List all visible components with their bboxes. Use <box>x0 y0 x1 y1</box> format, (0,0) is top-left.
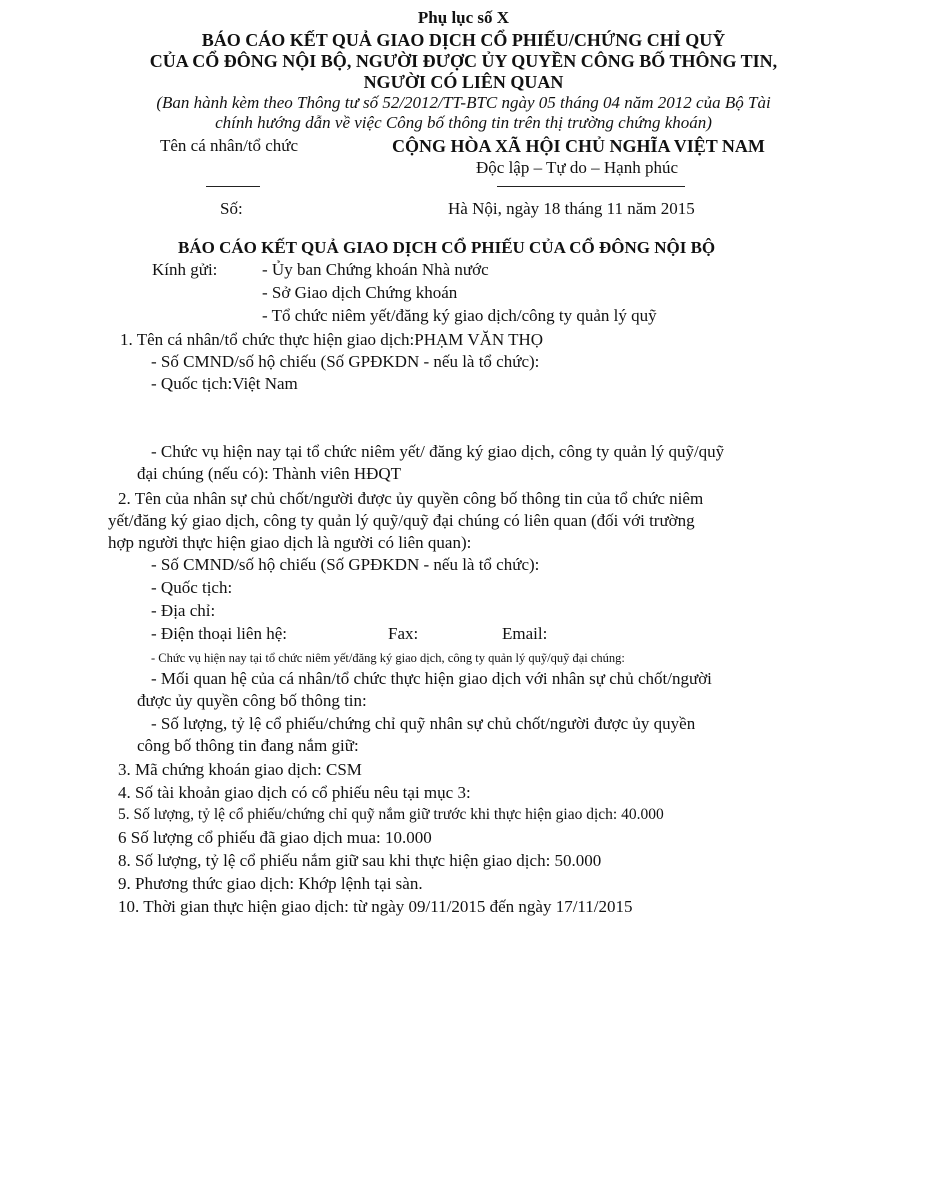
republic-name: CỘNG HÒA XÃ HỘI CHỦ NGHĨA VIỆT NAM <box>392 136 765 156</box>
document-date: Hà Nội, ngày 18 tháng 11 năm 2015 <box>448 199 695 218</box>
item-2-email-label: Email: <box>502 624 548 643</box>
title-line-1: BÁO CÁO KẾT QUẢ GIAO DỊCH CỔ PHIẾU/CHỨNG CHỈ QUỸ <box>201 30 726 50</box>
item-9-method: 9. Phương thức giao dịch: Khớp lệnh tại sàn. <box>118 874 423 893</box>
item-1-id-number: - Số CMND/số hộ chiếu (Số GPĐKDN - nếu là tổ chức): <box>151 352 540 371</box>
item-2-id-number: - Số CMND/số hộ chiếu (Số GPĐKDN - nếu là tổ chức): <box>151 555 540 574</box>
republic-motto: Độc lập – Tự do – Hạnh phúc <box>476 158 678 177</box>
title-line-3: NGƯỜI CÓ LIÊN QUAN <box>363 72 564 92</box>
appendix-label: Phụ lục số X <box>417 8 510 27</box>
item-2-line-3: hợp người thực hiện giao dịch là người có liên quan): <box>108 533 472 552</box>
item-1-position-line-2: đại chúng (nếu có): Thành viên HĐQT <box>137 464 402 483</box>
motto-underline <box>497 186 685 187</box>
item-1-position-line-1: - Chức vụ hiện nay tại tổ chức niêm yết/ đăng ký giao dịch, công ty quản lý quỹ/quỹ <box>151 442 725 461</box>
item-1-nationality: - Quốc tịch:Việt Nam <box>151 374 298 393</box>
item-2-fax-label: Fax: <box>388 624 419 643</box>
org-name-label: Tên cá nhân/tổ chức <box>160 136 299 155</box>
item-2-line-2: yết/đăng ký giao dịch, công ty quản lý quỹ/quỹ đại chúng có liên quan (đối với trường <box>108 511 695 530</box>
recipient-item: - Ủy ban Chứng khoán Nhà nước <box>262 260 489 279</box>
item-4-account: 4. Số tài khoản giao dịch có cổ phiếu nêu tại mục 3: <box>118 783 471 802</box>
document-number-label: Số: <box>220 199 243 218</box>
item-3-ticker: 3. Mã chứng khoán giao dịch: CSM <box>118 760 362 779</box>
recipients-label: Kính gửi: <box>152 260 218 279</box>
report-title: BÁO CÁO KẾT QUẢ GIAO DỊCH CỔ PHIẾU CỦA CỔ ĐÔNG NỘI BỘ <box>178 238 716 257</box>
item-2-position: - Chức vụ hiện nay tại tổ chức niêm yết/đăng ký giao dịch, công ty quản lý quỹ/quỹ đại chúng: <box>151 651 625 665</box>
recipient-item: - Tổ chức niêm yết/đăng ký giao dịch/công ty quản lý quỹ <box>262 306 657 325</box>
recipient-item: - Sở Giao dịch Chứng khoán <box>262 283 458 302</box>
item-6-shares-bought: 6 Số lượng cổ phiếu đã giao dịch mua: 10.000 <box>118 828 432 847</box>
item-10-period: 10. Thời gian thực hiện giao dịch: từ ngày 09/11/2015 đến ngày 17/11/2015 <box>118 897 633 916</box>
item-2-relation-line-1: - Mối quan hệ của cá nhân/tổ chức thực hiện giao dịch với nhân sự chủ chốt/người <box>151 669 712 688</box>
item-2-holdings-line-2: công bố thông tin đang nắm giữ: <box>137 736 359 755</box>
title-line-2: CỦA CỔ ĐÔNG NỘI BỘ, NGƯỜI ĐƯỢC ỦY QUYỀN CÔNG BỐ THÔNG TIN, <box>149 51 778 71</box>
item-2-relation-line-2: được ủy quyền công bố thông tin: <box>137 691 367 710</box>
item-8-holdings-after: 8. Số lượng, tỷ lệ cổ phiếu nắm giữ sau khi thực hiện giao dịch: 50.000 <box>118 851 602 870</box>
item-5-holdings-before: 5. Số lượng, tỷ lệ cổ phiếu/chứng chỉ quỹ nắm giữ trước khi thực hiện giao dịch: 40.000 <box>118 806 664 823</box>
item-2-holdings-line-1: - Số lượng, tỷ lệ cổ phiếu/chứng chỉ quỹ nhân sự chủ chốt/người được ủy quyền <box>151 714 696 733</box>
item-2-phone-label: - Điện thoại liên hệ: <box>151 624 287 643</box>
item-2-nationality: - Quốc tịch: <box>151 578 233 597</box>
item-2-line-1: 2. Tên của nhân sự chủ chốt/người được ủy quyền công bố thông tin của tổ chức niêm <box>118 489 704 508</box>
item-2-address: - Địa chỉ: <box>151 601 216 620</box>
item-1-trader-name: 1. Tên cá nhân/tổ chức thực hiện giao dịch:PHẠM VĂN THỌ <box>120 330 544 349</box>
issued-note-2: chính hướng dẫn về việc Công bố thông tin trên thị trường chứng khoán) <box>215 113 712 132</box>
issued-note-1: (Ban hành kèm theo Thông tư số 52/2012/TT-BTC ngày 05 tháng 04 năm 2012 của Bộ Tài <box>156 93 771 112</box>
org-underline <box>206 186 260 187</box>
